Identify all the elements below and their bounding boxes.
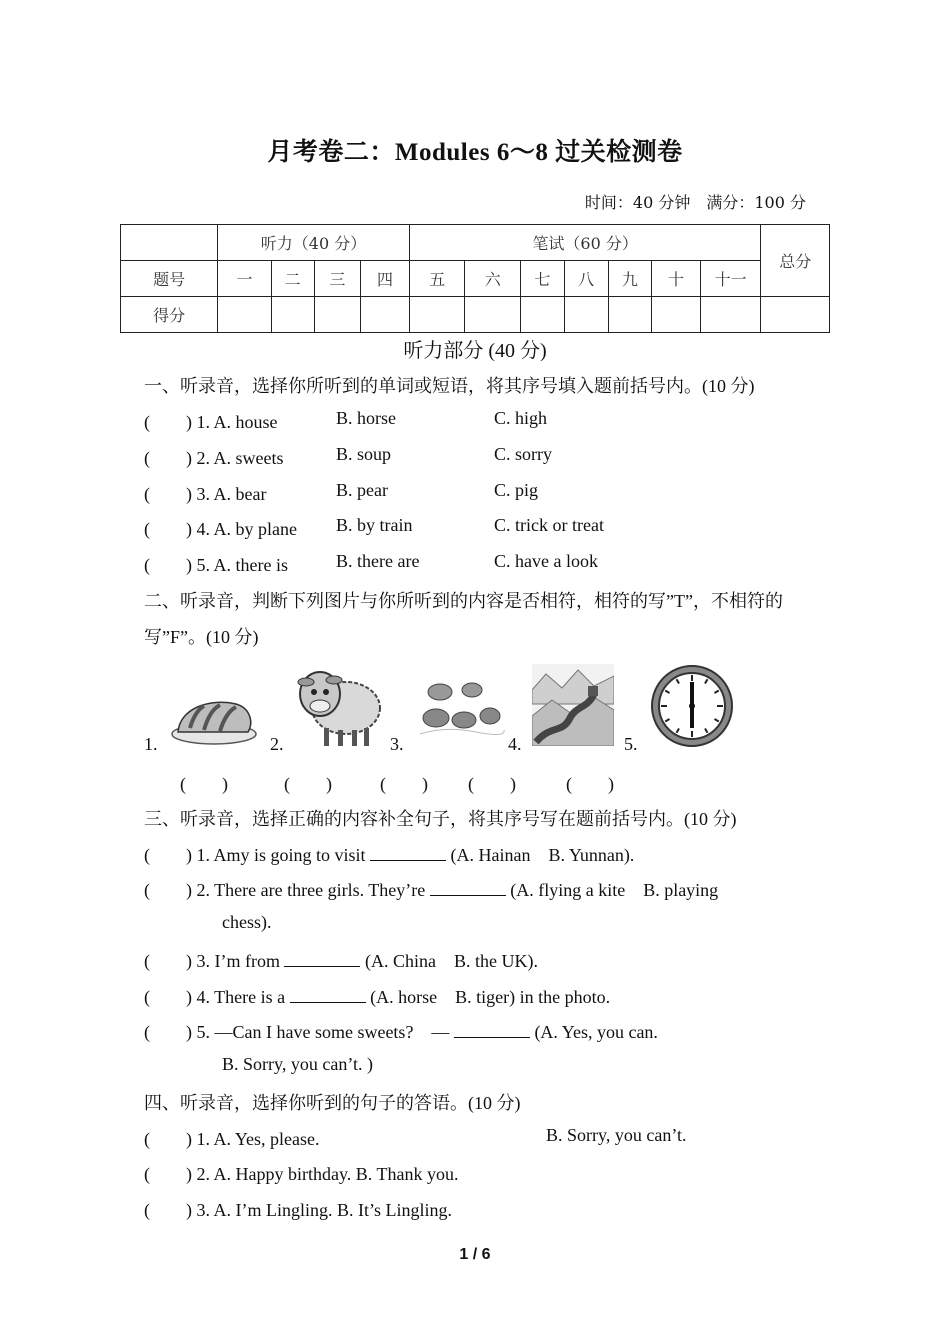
sheep-icon [294,664,384,750]
score-cell[interactable] [761,297,830,333]
part1-item-c: C. high [494,408,548,428]
answer-blank[interactable] [290,988,366,1003]
row-score-label: 得分 [121,297,218,333]
part4-item-a: ( ) 3. A. I’m Lingling. B. It’s Lingling. [144,1200,452,1220]
answer-bracket[interactable]: ( ) [180,774,228,794]
part3-item [144,947,538,973]
part1-item-c: C. sorry [494,444,552,464]
part1-item-a: ( ) 3. A. bear [144,484,267,504]
part4-item-a: ( ) 1. A. Yes, please. [144,1129,320,1149]
page-number: 1 / 6 [459,1246,491,1263]
bread-icon [170,690,258,748]
column-header: 十 [652,261,701,297]
score-cell[interactable] [409,297,465,333]
part4-item-a: ( ) 2. A. Happy birthday. B. Thank you. [144,1164,459,1184]
part1-item-c: C. pig [494,480,539,500]
column-header: 三 [314,261,361,297]
part1-item-a: ( ) 2. A. sweets [144,448,284,468]
part1-item-a: ( ) 1. A. house [144,412,278,432]
part3-item-suffix: (A. China B. the UK). [360,951,538,971]
column-header: 四 [361,261,410,297]
part1-item-a: ( ) 4. A. by plane [144,519,297,539]
part1-item-b: B. there are [336,551,420,571]
picture-label: 3. [390,734,404,754]
score-cell[interactable] [608,297,652,333]
picture-label: 5. [624,734,638,754]
column-header: 八 [564,261,608,297]
score-cell[interactable] [271,297,314,333]
writing-header: 笔试（60 分） [409,225,761,261]
score-cell[interactable] [652,297,701,333]
score-cell[interactable] [361,297,410,333]
column-header: 七 [521,261,565,297]
part4-heading: 四、听录音，选择你听到的句子的答语。(10 分) [144,1093,521,1113]
part3-item-prefix: ( ) 2. There are three girls. They’re [144,880,430,900]
score-cell[interactable] [521,297,565,333]
part3-item-prefix: ( ) 4. There is a [144,987,290,1007]
pigs-icon [416,676,506,742]
part3-item [144,1018,658,1044]
answer-blank[interactable] [430,881,506,896]
column-header: 一 [218,261,272,297]
picture-row [0,660,950,760]
part1-item-b: B. pear [336,480,388,500]
part1-item-c: C. trick or treat [494,515,604,535]
column-header: 二 [271,261,314,297]
part1-item-c: C. have a look [494,551,598,571]
part3-item-suffix: (A. horse B. tiger) in the photo. [365,987,611,1007]
column-header: 五 [409,261,465,297]
column-header: 六 [465,261,521,297]
part3-item-continuation: chess). [222,912,272,932]
answer-bracket[interactable]: ( ) [284,774,332,794]
part3-heading: 三、听录音，选择正确的内容补全句子，将其序号写在题前括号内。(10 分) [144,809,737,829]
part3-item-suffix: (A. flying a kite B. playing [505,880,719,900]
part3-item-prefix: ( ) 1. Amy is going to visit [144,845,371,865]
great-wall-icon [532,664,614,746]
total-header: 总分 [761,225,830,297]
column-header: 十一 [700,261,761,297]
part3-item [144,983,610,1009]
part3-item-suffix: (A. Yes, you can. [529,1022,658,1042]
picture-label: 1. [144,734,158,754]
part1-item-b: B. horse [336,408,396,428]
score-table [120,224,830,333]
answer-blank[interactable] [370,846,446,861]
answer-blank[interactable] [454,1023,530,1038]
part3-item [144,876,718,902]
page-title: 月考卷二：Modules 6～8 过关检测卷 [267,139,683,166]
score-table-corner [121,225,218,261]
part3-item-prefix: ( ) 3. I’m from [144,951,285,971]
row-question-label: 题号 [121,261,218,297]
part2-heading-line1: 二、听录音，判断下列图片与你所听到的内容是否相符，相符的写”T”，不相符的 [144,591,783,611]
score-cell[interactable] [218,297,272,333]
part4-item-b: B. Sorry, you can’t. [546,1125,687,1145]
answer-blank[interactable] [284,952,360,967]
part3-item-prefix: ( ) 5. —Can I have some sweets? — [144,1022,454,1042]
answer-bracket[interactable]: ( ) [468,774,516,794]
part3-item-suffix: (A. Hainan B. Yunnan). [446,845,635,865]
listening-header: 听力（40 分） [218,225,410,261]
part1-item-b: B. soup [336,444,392,464]
score-cell[interactable] [564,297,608,333]
answer-bracket[interactable]: ( ) [566,774,614,794]
score-cell[interactable] [465,297,521,333]
part1-item-a: ( ) 5. A. there is [144,555,288,575]
score-cell[interactable] [700,297,761,333]
column-header: 九 [608,261,652,297]
part3-item-continuation: B. Sorry, you can’t. ) [222,1054,373,1074]
part3-item [144,841,634,867]
score-cell[interactable] [314,297,361,333]
picture-label: 2. [270,734,284,754]
part1-item-b: B. by train [336,515,413,535]
time-info: 时间：40 分钟 满分：100 分 [584,193,806,212]
listening-section-title: 听力部分 (40 分) [403,340,547,362]
answer-bracket[interactable]: ( ) [380,774,428,794]
part1-heading: 一、听录音，选择你所听到的单词或短语，将其序号填入题前括号内。(10 分) [144,376,755,396]
part2-heading-line2: 写”F”。(10 分) [144,627,259,647]
clock-icon [650,664,734,748]
picture-label: 4. [508,734,522,754]
